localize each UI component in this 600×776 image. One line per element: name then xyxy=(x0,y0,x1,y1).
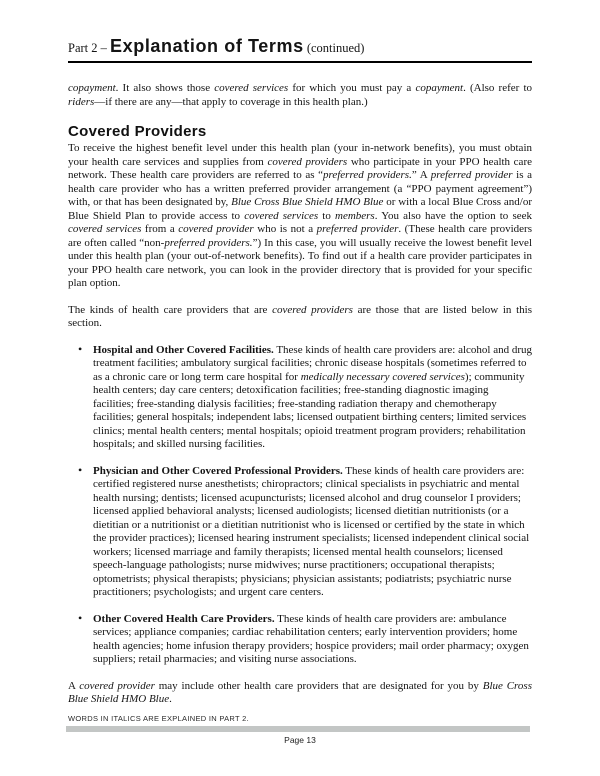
footer-note: WORDS IN ITALICS ARE EXPLAINED IN PART 2. xyxy=(68,714,249,723)
bullet-icon: • xyxy=(78,341,83,356)
list-item-professional-providers xyxy=(68,462,532,600)
bullet-icon: • xyxy=(78,610,83,625)
provider-list xyxy=(68,341,532,667)
kinds-intro-paragraph: The kinds of health care providers that are covered providers are those that are listed below in this section. xyxy=(68,303,532,329)
list-item-text: Other Covered Health Care Providers. These kinds of health care providers are: ambulance services; appliance companies; cardiac rehabilitation centers; early intervention providers; home health agencies; home infusion therapy providers; hospice providers; mail order pharmacy; oxygen suppliers; retail pharmacies; and visiting nurse associations. xyxy=(93,612,529,665)
part-label: Part 2 – xyxy=(68,41,111,55)
bullet-icon: • xyxy=(78,462,83,477)
footer-divider-bar xyxy=(66,726,530,732)
page-content xyxy=(68,0,532,707)
document-title: Explanation of Terms xyxy=(110,36,304,56)
intro-paragraph: copayment. It also shows those covered services for which you must pay a copayment. (Also refer to riders—if there are any—that apply to coverage in this health plan.) xyxy=(68,82,532,108)
list-item-text: Hospital and Other Covered Facilities. These kinds of health care providers are: alcohol and drug treatment facilities; ambulatory surgical facilities; chronic disease hospitals (sometimes referred to as a chronic care or long term care hospital for medically necessary covered services); community health centers; day care centers; detoxification facilities; free-standing diagnostic imaging facilities; free-standing dialysis facilities; free-standing radiation therapy and chemotherapy facilities; general hospitals; independent labs; licensed outpatient birthing centers; limited services clinics; mental health centers; mental hospitals; opioid treatment program providers; rehabilitation hospitals; and skilled nursing facilities. xyxy=(93,343,532,450)
section-heading-covered-providers: Covered Providers xyxy=(68,123,207,140)
closing-paragraph: A covered provider may include other health care providers that are designated for you by Blue Cross Blue Shield HMO Blue. xyxy=(68,679,532,705)
list-item-other-providers xyxy=(68,610,532,667)
page-number: Page 13 xyxy=(284,735,316,745)
document-header xyxy=(68,36,532,63)
list-item-hospital-facilities xyxy=(68,341,532,452)
continued-label: (continued) xyxy=(303,41,365,55)
covered-providers-paragraph: To receive the highest benefit level under this health plan (your in-network benefits), you must obtain your health care services and supplies from covered providers who participate in your PPO health care network. These health care providers are referred to as “preferred providers.” A preferred provider is a health care provider who has a written preferred provider arrangement (a “PPO payment agreement”) with, or that has been designated by, Blue Cross Blue Shield HMO Blue or with a local Blue Cross and/or Blue Shield Plan to provide access to covered services to members. You also have the option to seek covered services from a covered provider who is not a preferred provider. (These health care providers are often called “non-preferred providers.”) In this case, you will usually receive the lowest benefit level under this health plan (your out-of-network benefits). To find out if a health care provider participates in your PPO health care network, you can look in the provider directory that is provided for your specific plan option. xyxy=(68,142,532,289)
list-item-text: Physician and Other Covered Professional Providers. These kinds of health care providers are: certified registered nurse anesthetists; chiropractors; clinical specialists in psychiatric and mental health nursing; dentists; licensed acupuncturists; licensed alcohol and drug counselor I providers; licensed applied behavioral analysts; licensed audiologists; licensed dietitian nutritionists (or a dietitian or a nutritionist or a dietitian nutritionist who is licensed or certified by the state in which the provider practices); licensed hearing instrument specialists; licensed independent clinical social workers; licensed marriage and family therapists; licensed mental health counselors; licensed speech-language pathologists; nurse midwives; nurse practitioners; occupational therapists; optometrists; physical therapists; physicians; physician assistants; podiatrists; psychiatric nurse practitioners; psychologists; and urgent care centers. xyxy=(93,464,530,598)
